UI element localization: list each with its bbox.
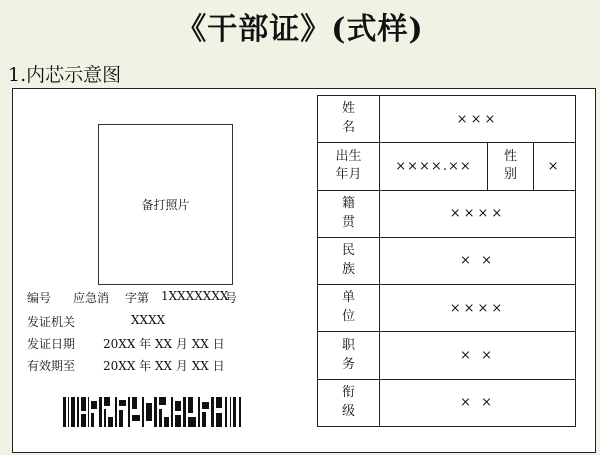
label-birth: 出生 年月 bbox=[318, 143, 380, 190]
issuer-label: 发证机关 bbox=[27, 315, 76, 329]
expire-label: 有效期至 bbox=[27, 359, 76, 373]
table-row bbox=[318, 237, 576, 284]
label-native: 籍 贯 bbox=[318, 190, 380, 237]
label-name: 姓 名 bbox=[318, 96, 380, 143]
table-row bbox=[318, 379, 576, 426]
personal-info-table bbox=[317, 95, 576, 427]
issuer-value: XXXX bbox=[131, 313, 166, 327]
page-title: 《干部证》(式样) bbox=[176, 12, 424, 47]
section-label: 1.内芯示意图 bbox=[8, 64, 122, 86]
value-duty: × × bbox=[380, 332, 576, 379]
value-rank: × × bbox=[380, 379, 576, 426]
label-sex: 性 别 bbox=[488, 143, 534, 190]
table-row bbox=[318, 96, 576, 143]
id-hao: 号 bbox=[225, 291, 238, 305]
value-birth: ××××.×× bbox=[380, 143, 488, 190]
value-ethnic: × × bbox=[380, 237, 576, 284]
table-row bbox=[318, 190, 576, 237]
value-name: ××× bbox=[380, 96, 576, 143]
barcode bbox=[63, 397, 243, 427]
issue-value: 20XX 年 XX 月 XX 日 bbox=[103, 337, 225, 351]
issue-label: 发证日期 bbox=[27, 337, 76, 351]
id-label: 编号 bbox=[27, 291, 52, 305]
label-rank: 衔 级 bbox=[318, 379, 380, 426]
value-sex: × bbox=[534, 143, 576, 190]
table-row bbox=[318, 332, 576, 379]
id-card-inner bbox=[12, 88, 596, 453]
label-ethnic: 民 族 bbox=[318, 237, 380, 284]
label-unit: 单 位 bbox=[318, 285, 380, 332]
photo-label: 备打照片 bbox=[141, 198, 190, 212]
label-duty: 职 务 bbox=[318, 332, 380, 379]
id-org: 应急消 bbox=[73, 291, 110, 305]
table-row bbox=[318, 143, 576, 190]
id-num: 1XXXXXXX bbox=[161, 289, 229, 303]
table-row bbox=[318, 285, 576, 332]
photo-placeholder bbox=[98, 124, 233, 285]
value-native: ×××× bbox=[380, 190, 576, 237]
expire-value: 20XX 年 XX 月 XX 日 bbox=[103, 359, 225, 373]
id-zi: 字第 bbox=[125, 291, 150, 305]
value-unit: ×××× bbox=[380, 285, 576, 332]
